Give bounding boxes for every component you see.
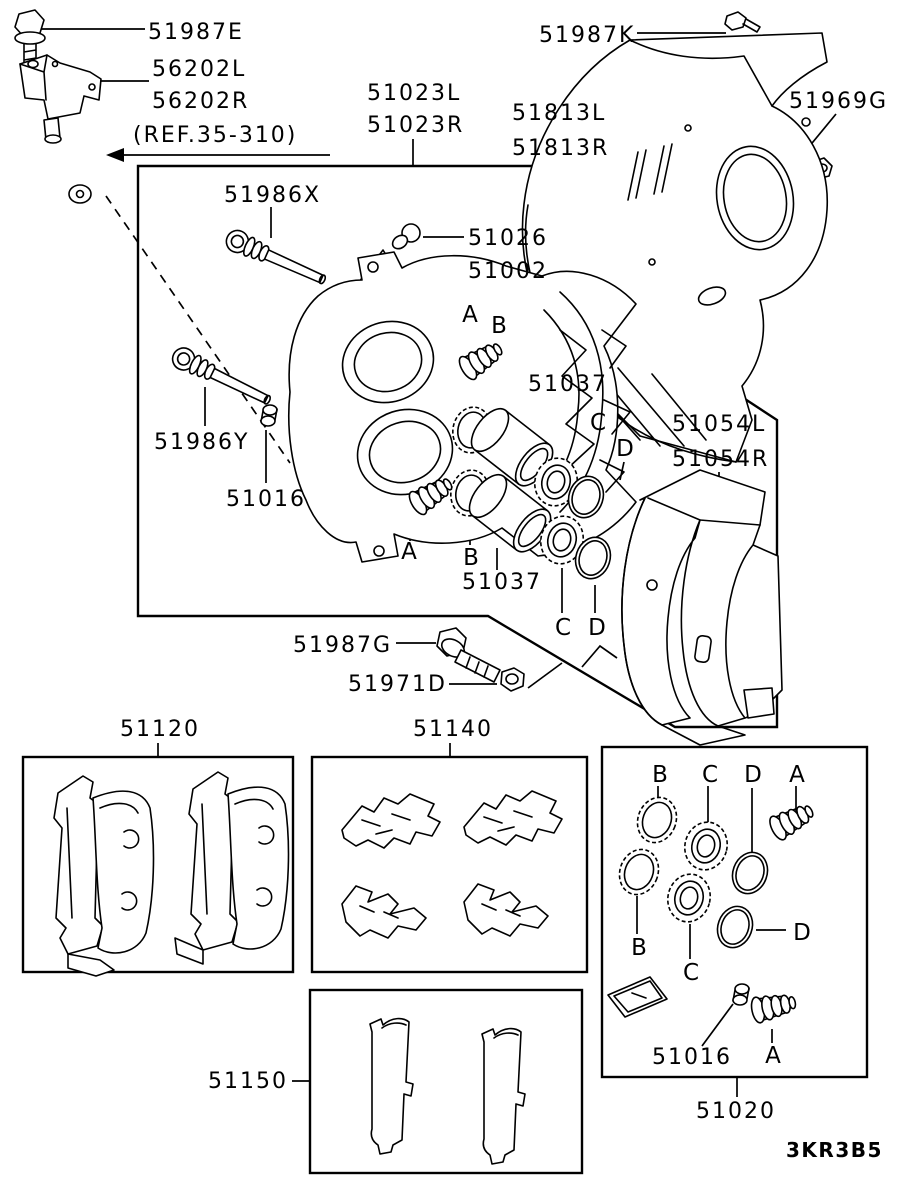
part-label-51987K: 51987K <box>539 23 636 48</box>
callout-d-upper: D <box>616 436 634 462</box>
brake-pads-drawing <box>54 772 288 976</box>
part-label-51026: 51026 <box>468 226 548 251</box>
callout-a-lower: A <box>401 539 417 565</box>
callout-b-lower: B <box>463 545 479 571</box>
seal-kit-drawing <box>608 792 818 1024</box>
caliper-support-drawing <box>622 470 782 745</box>
part-label-51813R: 51813R <box>512 136 610 161</box>
kit-callout-b2: B <box>631 935 647 961</box>
part-label-51971D: 51971D <box>348 672 447 697</box>
part-label-51986X: 51986X <box>224 183 322 208</box>
callout-c-upper: C <box>589 410 607 436</box>
callout-b-upper: B <box>491 313 507 339</box>
part-label-51023R: 51023R <box>367 113 465 138</box>
part-label-51986Y: 51986Y <box>154 430 250 455</box>
shim-kit-box <box>310 990 582 1173</box>
bleeder-cap-drawing <box>390 224 420 252</box>
pad-shims-drawing <box>370 1019 525 1164</box>
pad-clips-drawing <box>342 791 562 938</box>
part-label-51002: 51002 <box>468 259 548 284</box>
shield-bolt-drawing <box>725 12 760 32</box>
part-label-56202R: 56202R <box>152 89 250 114</box>
drawing-code: 3KR3B5 <box>786 1138 883 1162</box>
guide-pin-lower-drawing <box>169 344 274 410</box>
kit-callout-c2: C <box>682 960 700 986</box>
part-label-51037-lower: 51037 <box>462 570 542 595</box>
callout-d-lower: D <box>588 615 606 641</box>
hardware-kit-box <box>312 757 587 972</box>
kit-callout-c1: C <box>701 762 719 788</box>
pin-cap-drawing <box>261 405 277 426</box>
part-label-51016: 51016 <box>226 487 306 512</box>
part-label-51054R: 51054R <box>672 447 770 472</box>
lock-nut-drawing <box>501 668 524 691</box>
part-label-51016-kit: 51016 <box>652 1045 732 1070</box>
part-label-51987G: 51987G <box>293 633 393 658</box>
part-label-51023L: 51023L <box>367 81 462 106</box>
guide-pin-upper-drawing <box>223 227 329 290</box>
callout-a-upper: A <box>462 302 478 328</box>
kit-callout-a1: A <box>789 762 805 788</box>
kit-callout-b1: B <box>652 762 668 788</box>
kit-callout-a2: A <box>765 1043 781 1069</box>
part-label-51150: 51150 <box>208 1069 288 1094</box>
part-label-51120: 51120 <box>120 717 200 742</box>
part-label-51813L: 51813L <box>512 101 607 126</box>
part-label-51987E: 51987E <box>148 20 244 45</box>
ref-arrowhead <box>106 148 124 162</box>
hose-bracket-drawing <box>20 55 101 119</box>
kit-callout-d2: D <box>793 920 811 946</box>
ref-note: (REF.35-310) <box>133 123 298 148</box>
callout-c-lower: C <box>554 615 572 641</box>
grease-packet-drawing <box>608 977 667 1017</box>
brake-hose-drawing <box>44 118 91 203</box>
part-label-51020: 51020 <box>696 1099 776 1124</box>
part-label-51037-upper: 51037 <box>528 372 608 397</box>
seal-kit-pin-cap-drawing <box>733 984 749 1005</box>
part-label-51140: 51140 <box>413 717 493 742</box>
part-label-56202L: 56202L <box>152 57 247 82</box>
part-label-51969G: 51969G <box>789 89 889 114</box>
kit-callout-d1: D <box>744 762 762 788</box>
part-label-51054L: 51054L <box>672 412 767 437</box>
